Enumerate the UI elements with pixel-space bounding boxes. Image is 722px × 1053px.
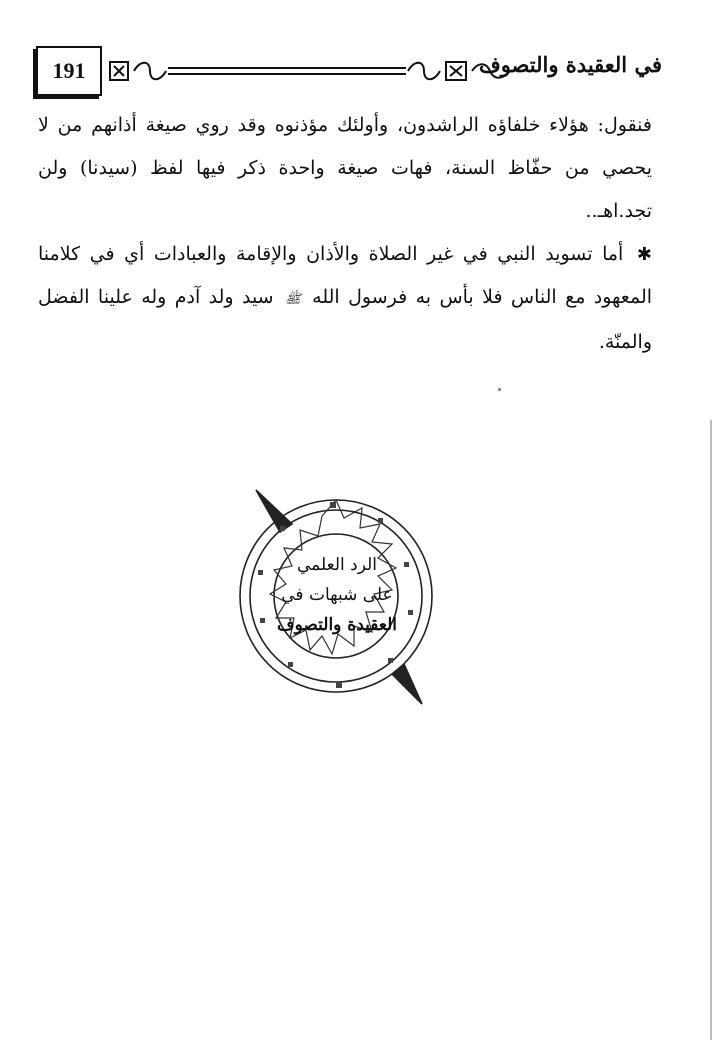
star-bullet-icon: ✱ — [636, 244, 652, 265]
seal-text — [272, 550, 402, 640]
body-text — [38, 104, 652, 364]
salawat-glyph: ﷺ — [285, 292, 301, 307]
ornamental-rule-icon — [106, 54, 516, 88]
book-seal — [232, 478, 448, 724]
seal-line-3: العقيدة والتصوف — [277, 615, 397, 635]
scan-edge-line — [710, 420, 712, 1040]
paragraph-1: فنقول: هؤلاء خلفاؤه الراشدون، وأولئك مؤذنوه وقد روي صيغة أذانهم من لا يحصي من حفّاظ السنة، فهات صيغة واحدة ذكر فيها لفظ (سيدنا) ولن تجد.اهـ.. — [38, 114, 652, 222]
seal-line-2: على شبهات في — [281, 585, 393, 605]
seal-line-1: الرد العلمي — [297, 555, 377, 575]
page-header — [36, 46, 662, 98]
scan-speck — [498, 388, 501, 391]
paragraph-2-text-b: سيد ولد آدم وله علينا الفضل والمنّة. — [38, 286, 652, 353]
paragraph-2 — [38, 233, 652, 364]
running-title: في العقيدة والتصوف — [478, 52, 662, 77]
paragraph-2-text-a: أما تسويد النبي في غير الصلاة والأذان والإقامة والعبادات أي في كلامنا المعهود مع الناس فلا بأس به فرسول الله — [38, 243, 653, 308]
page-number: 191 — [36, 46, 102, 96]
